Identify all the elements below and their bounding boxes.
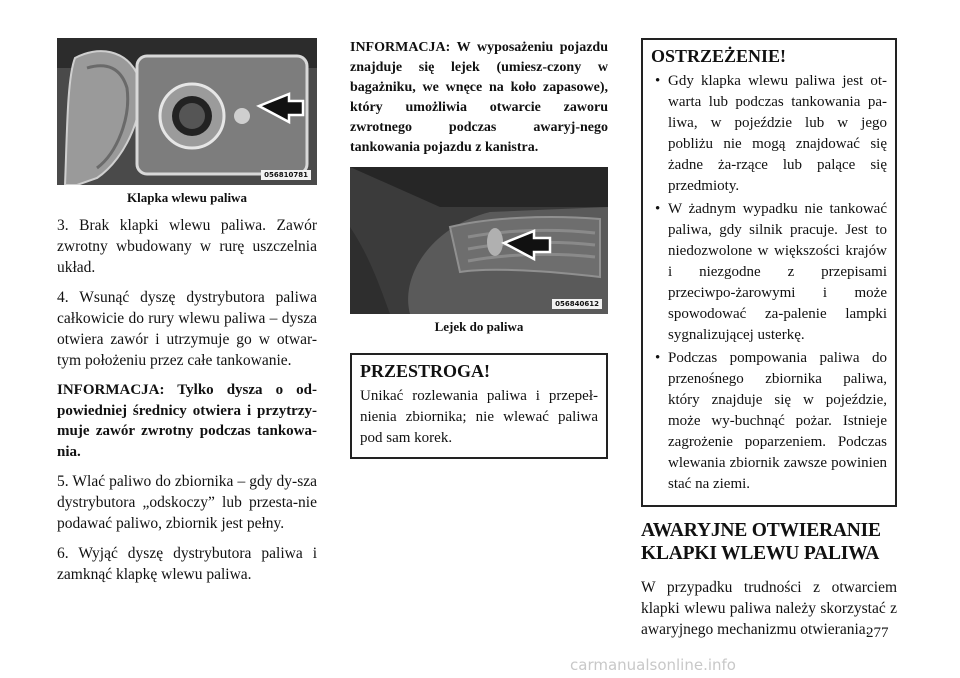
warning-item bbox=[651, 71, 887, 197]
section-text: W przypadku trudności z otwarciem klapki wlewu paliwa należy skorzystać z awaryjnego mechanizmu otwierania. bbox=[641, 579, 897, 638]
figure-code: 056810781 bbox=[261, 170, 311, 180]
figure-caption: Klapka wlewu paliwa bbox=[127, 190, 247, 205]
warning-item bbox=[651, 348, 887, 495]
step-6: 6. Wyjąć dyszę dystrybutora paliwa i zamknąć klapkę wlewu paliwa. bbox=[57, 545, 317, 583]
watermark: carmanualsonline.info bbox=[570, 656, 736, 674]
information-note-funnel: INFORMACJA: W wyposażeniu pojazdu znajduje się lejek (umiesz-czony w bagażniku, we wnęce na koło zapasowe), który umożliwia otwarcie zaworu zwrotnego podczas awaryj-nego tankowania pojazdu z kanistra. bbox=[350, 40, 608, 155]
warning-title: OSTRZEŻENIE! bbox=[651, 46, 787, 66]
warning-item bbox=[651, 199, 887, 346]
section-heading bbox=[641, 519, 897, 565]
bullet-icon: • bbox=[655, 73, 661, 89]
caution-title: PRZESTROGA! bbox=[360, 361, 491, 381]
bullet-icon: • bbox=[655, 201, 661, 217]
fuel-door-photo bbox=[57, 38, 317, 185]
warning-list bbox=[651, 71, 887, 495]
warning-item-text: W żadnym wypadku nie tankować paliwa, gdy silnik pracuje. Jest to niedozwolone w większości krajów i niezgodne z przepisami przeciwpo-żarowymi i może spowodować za-palenie lampki sygnalizującej usterkę. bbox=[668, 201, 887, 343]
warning-item-text: Gdy klapka wlewu paliwa jest ot-warta lub podczas tankowania pa-liwa, w pojeździe lub w jego pobliżu nie mogą znajdować się żadne ża-rzące lub palące się przedmioty. bbox=[668, 73, 887, 194]
section-heading-line-2: KLAPKI WLEWU PALIWA bbox=[641, 543, 880, 564]
figure-code: 056840612 bbox=[552, 299, 602, 309]
fuel-door-illustration bbox=[57, 38, 317, 185]
step-3: 3. Brak klapki wlewu paliwa. Zawór zwrotny wbudowany w rurę uszczelnia układ. bbox=[57, 217, 317, 276]
funnel-illustration bbox=[350, 167, 608, 314]
section-heading-line-1: AWARYJNE OTWIERANIE bbox=[641, 520, 881, 541]
figure-caption: Lejek do paliwa bbox=[434, 319, 524, 334]
left-column bbox=[57, 38, 317, 594]
caution-box bbox=[350, 353, 608, 459]
step-5: 5. Wlać paliwo do zbiornika – gdy dy-sza dystrybutora „odskoczy” lub przesta-nie podawać paliwo, zbiornik jest pełny. bbox=[57, 473, 317, 532]
page-number: 277 bbox=[866, 625, 889, 641]
bullet-icon: • bbox=[655, 350, 661, 366]
information-note: INFORMACJA: Tylko dysza o od-powiedniej średnicy otwiera i przytrzy-muje zawór zwrotny podczas tankowa-nia. bbox=[57, 382, 317, 460]
funnel-photo bbox=[350, 167, 608, 314]
step-4: 4. Wsunąć dyszę dystrybutora paliwa całkowicie do rury wlewu paliwa – dysza otwiera zawór i utrzymuje go w otwar-tym położeniu przez całe tankowanie. bbox=[57, 289, 317, 369]
middle-column bbox=[350, 38, 608, 459]
warning-box bbox=[641, 38, 897, 507]
caution-text: Unikać rozlewania paliwa i przepeł-nienia zbiornika; nie wlewać paliwa pod sam korek. bbox=[360, 388, 598, 446]
right-column bbox=[641, 38, 897, 649]
warning-item-text: Podczas pompowania paliwa do przenośnego zbiornika paliwa, który znajduje się w pojeździe, może wy-buchnąć pożar. Istnieje zagrożenie poparzeniem. Podczas wlewania zbiornik zawsze powinien stać na ziemi. bbox=[668, 350, 887, 492]
